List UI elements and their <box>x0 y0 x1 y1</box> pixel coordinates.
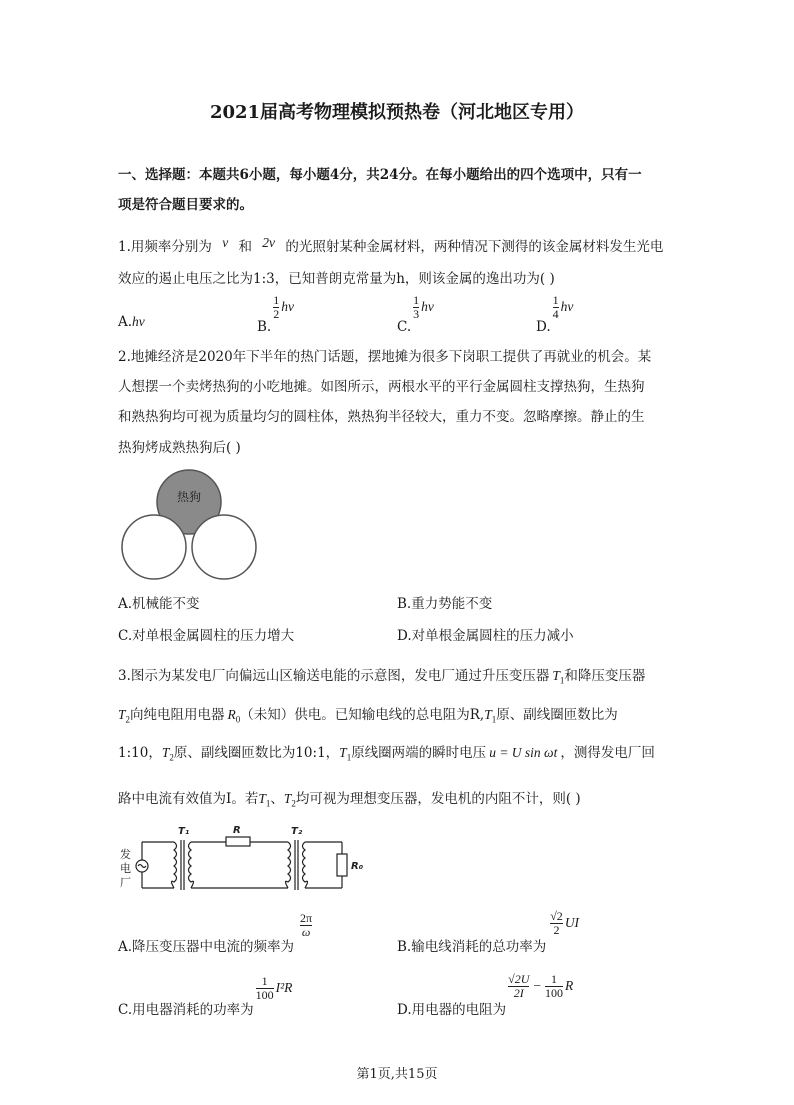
source-label-1: 发 <box>120 848 131 861</box>
q3-line4-a: 路中电流有效值为I。若 <box>118 791 259 807</box>
q3-t2-ref3: T <box>283 791 292 806</box>
q3-option-c-text: C.用电器消耗的功率为 <box>118 1002 254 1018</box>
q1-post: 的光照射某种金属材料，两种情况下测得的该金属材料发生光电 <box>285 239 664 255</box>
hotdog-figure <box>118 468 260 580</box>
page-footer: 第1页,共15页 <box>356 1067 438 1082</box>
q3-option-b[interactable] <box>397 909 580 955</box>
q3-option-a[interactable] <box>118 911 314 955</box>
section-heading-line2: 项是符合题目要求的。 <box>118 197 253 213</box>
resistor-r <box>226 837 250 846</box>
t2-primary-coil <box>286 842 291 888</box>
q3-option-c-frac <box>256 975 274 1002</box>
q3-line3-d: ，测得发电厂回 <box>560 745 655 761</box>
q3-option-c[interactable] <box>118 974 293 1018</box>
q1-option-b-frac <box>273 294 279 321</box>
q2-line3: 和熟热狗均可视为质量均匀的圆柱体，熟热狗半径较大，重力不变。忽略摩擦。静止的生 <box>118 409 645 425</box>
q3-t1-ref3: T <box>258 791 266 806</box>
frac-den: 100 <box>545 986 564 1000</box>
frac-num: 1 <box>273 293 280 307</box>
q3-t2: T <box>118 707 126 722</box>
frac-den: 3 <box>413 307 420 321</box>
section-heading-line1: 一、选择题：本题共6小题，每小题4分，共24分。在每小题给出的四个选项中，只有一 <box>118 167 642 183</box>
q2-option-c[interactable]: C.对单根金属圆柱的压力增大 <box>118 628 295 644</box>
q1-option-d[interactable] <box>536 293 574 335</box>
q3-option-d-frac1 <box>508 973 529 1000</box>
t2-label: T₂ <box>291 826 303 837</box>
q3-option-b-frac <box>550 910 563 937</box>
q3-t1-ref3-sub: 1 <box>265 798 271 809</box>
t1-primary-coil <box>172 842 177 888</box>
frac-num: 1 <box>551 972 558 986</box>
q3-t1-ref-sub: 1 <box>491 714 497 725</box>
q1-option-b-expr: hν <box>281 299 294 314</box>
q3-t2-ref-sub: 2 <box>169 752 174 763</box>
r0-label: R₀ <box>351 861 364 872</box>
q1-sym-nu: ν <box>222 235 229 250</box>
source-label-2: 电 <box>120 862 131 875</box>
q3-option-d-text: D.用电器的电阻为 <box>397 1002 507 1018</box>
q3-line2 <box>118 703 618 725</box>
frac-num: √2U <box>508 972 530 986</box>
q3-voltage-expr: u = U sin ωt <box>489 745 558 760</box>
q1-option-a[interactable] <box>118 314 145 330</box>
q1-option-c-expr: hν <box>421 299 434 314</box>
q3-line2-a: 向纯电阻用电器 <box>130 707 225 723</box>
q3-line2-b: （未知）供电。已知输电线的总电阻为R, <box>240 707 485 723</box>
q1-line2: 效应的遏止电压之比为1:3，已知普朗克常量为h，则该金属的逸出功为( ) <box>118 271 555 287</box>
frac-num: √2 <box>550 909 563 923</box>
q1-option-c-label: C. <box>397 319 412 335</box>
q3-line3-b: 原、副线圈匝数比为10:1， <box>173 745 340 761</box>
q1-option-d-frac <box>553 294 559 321</box>
q3-line3-c: 原线圈两端的瞬时电压 <box>351 745 487 761</box>
circuit-diagram <box>116 824 374 896</box>
q1-line1 <box>118 235 663 255</box>
frac-den: 2I <box>513 986 524 1000</box>
q3-line3-a: 1:10， <box>118 745 162 761</box>
page-title: 2021届高考物理模拟预热卷（河北地区专用） <box>209 102 585 123</box>
load-resistor-r0 <box>337 854 347 876</box>
q3-option-a-text: A.降压变压器中电流的频率为 <box>118 939 295 955</box>
t1-secondary-coil <box>189 842 194 888</box>
q2-option-b[interactable]: B.重力势能不变 <box>397 596 493 612</box>
q1-option-a-expr: hν <box>132 314 145 329</box>
q3-line4-c: 均可视为理想变压器，发电机的内阻不计，则( ) <box>295 791 581 807</box>
q3-line4-sep: 、 <box>270 791 284 807</box>
q3-option-b-tail: UI <box>564 915 580 930</box>
q2-option-d[interactable]: D.对单根金属圆柱的压力减小 <box>397 628 574 644</box>
q3-line1-post: 和降压变压器 <box>564 668 646 684</box>
q3-line2-c: 原、副线圈匝数比为 <box>496 707 618 723</box>
q3-line3 <box>118 741 655 763</box>
q3-option-d-tail: R <box>565 978 574 993</box>
frac-den: 100 <box>255 988 274 1002</box>
q1-pre: 1.用频率分别为 <box>118 239 212 255</box>
frac-num: 1 <box>413 293 420 307</box>
t1-label: T₁ <box>178 826 190 837</box>
q3-r0-sub: 0 <box>235 714 241 725</box>
frac-den: ω <box>301 925 311 939</box>
q3-t1-ref2: T <box>339 745 347 760</box>
frac-den: 2 <box>273 307 280 321</box>
q1-option-d-label: D. <box>536 319 551 335</box>
r-label: R <box>233 825 241 836</box>
q3-option-c-tail: I²R <box>275 980 293 995</box>
q3-option-d[interactable] <box>397 972 574 1018</box>
q3-option-b-text: B.输电线消耗的总功率为 <box>397 939 547 955</box>
q1-option-c-frac <box>413 294 419 321</box>
frac-num: 1 <box>261 974 268 988</box>
right-rod-circle <box>192 515 256 579</box>
q1-sym-2nu: 2ν <box>262 235 276 250</box>
q1-and: 和 <box>238 239 252 255</box>
q3-option-d-minus: − <box>533 978 542 993</box>
frac-num: 2π <box>300 911 313 925</box>
t2-secondary-coil <box>303 842 308 888</box>
q1-option-d-expr: hν <box>560 299 574 314</box>
q3-line1-pre: 3.图示为某发电厂向偏远山区输送电能的示意图，发电厂通过升压变压器 <box>118 668 550 684</box>
q1-option-b-label: B. <box>257 319 272 335</box>
q2-line2: 人想摆一个卖烤热狗的小吃地摊。如图所示，两根水平的平行金属圆柱支撑热狗，生热狗 <box>118 379 645 395</box>
source-label-3: 厂 <box>120 876 131 889</box>
q2-line1: 2.地摊经济是2020年下半年的热门话题，摆地摊为很多下岗职工提供了再就业的机会。某 <box>118 349 652 365</box>
q3-option-d-frac2 <box>545 973 563 1000</box>
q1-option-b[interactable] <box>257 293 294 335</box>
q3-option-a-frac <box>300 912 312 939</box>
q1-option-c[interactable] <box>397 293 434 335</box>
q2-line4: 热狗烤成熟热狗后( ) <box>118 440 241 456</box>
frac-den: 2 <box>553 923 560 937</box>
frac-den: 4 <box>552 307 559 321</box>
q3-t2-ref3-sub: 2 <box>291 798 296 809</box>
q3-t1-ref: T <box>484 707 492 722</box>
q3-t1-sub: 1 <box>559 675 565 686</box>
left-rod-circle <box>122 515 186 579</box>
q2-option-a[interactable]: A.机械能不变 <box>118 596 200 612</box>
q3-line4 <box>118 787 581 809</box>
q3-r0: R <box>227 707 236 722</box>
q3-t2-sub: 2 <box>125 714 131 725</box>
q1-option-a-label: A. <box>118 314 133 330</box>
q3-t2-ref: T <box>161 745 170 760</box>
q3-line1 <box>118 664 645 686</box>
frac-num: 1 <box>552 293 559 307</box>
q3-t1-ref2-sub: 1 <box>346 752 352 763</box>
q3-t1: T <box>552 668 560 683</box>
hotdog-label: 热狗 <box>176 490 202 504</box>
